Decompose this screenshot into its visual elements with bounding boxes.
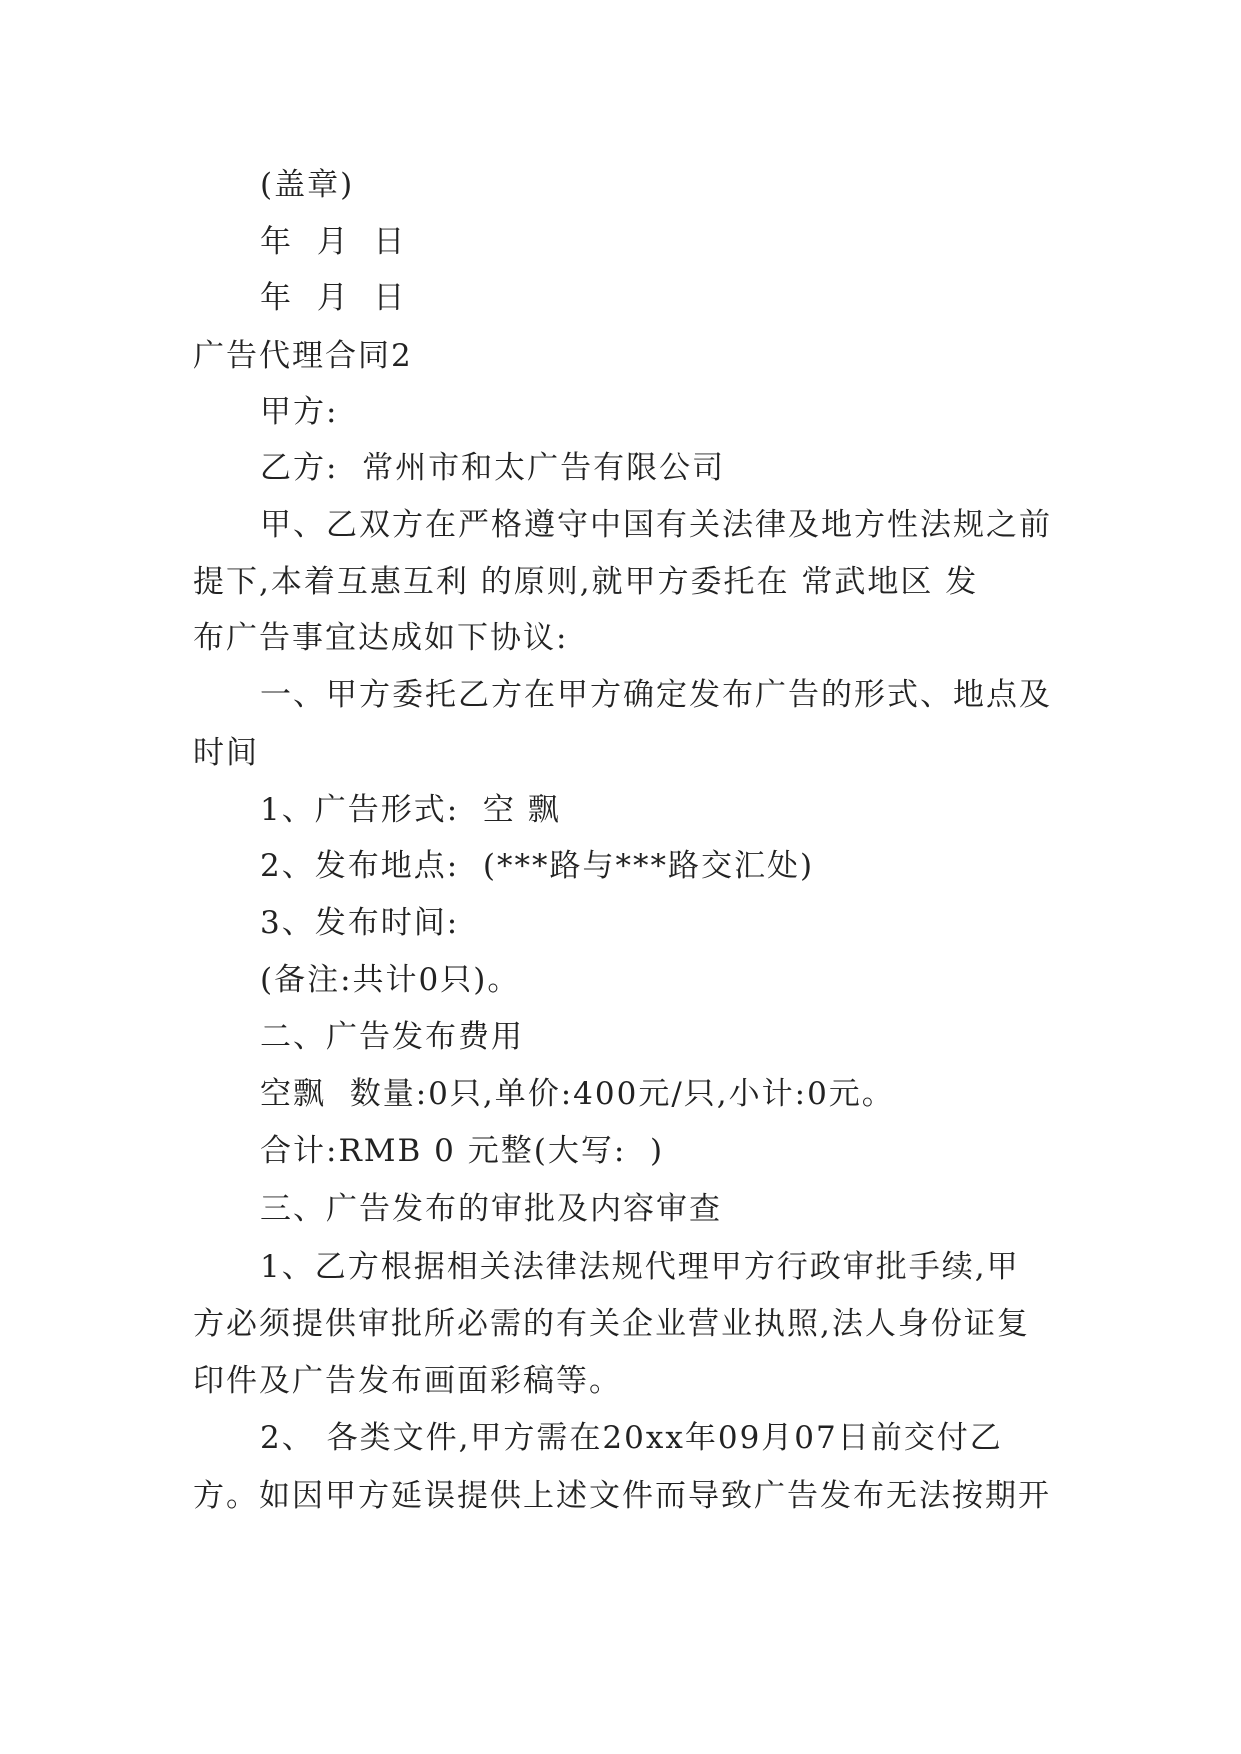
list-item: 2、发布地点: (***路与***路交汇处) <box>260 848 815 884</box>
paragraph-line: 方。如因甲方延误提供上述文件而导致广告发布无法按期开 <box>193 1478 1051 1514</box>
seal-placeholder: (盖章) <box>260 167 355 203</box>
paragraph-line: 2、 各类文件,甲方需在20xx年09月07日前交付乙 <box>260 1420 1003 1456</box>
paragraph-line: 印件及广告发布画面彩稿等。 <box>193 1363 622 1399</box>
paragraph-line: 甲、乙双方在严格遵守中国有关法律及地方性法规之前 <box>260 507 1052 543</box>
paragraph-line: 方必须提供审批所必需的有关企业营业执照,法人身份证复 <box>193 1306 1030 1342</box>
fee-line: 空飘 数量:0只,单价:400元/只,小计:0元。 <box>260 1076 895 1112</box>
paragraph-line: 提下,本着互惠互利 的原则,就甲方委托在 常武地区 发 <box>193 564 979 600</box>
section-heading-continued: 时间 <box>193 735 259 771</box>
section-heading: 一、甲方委托乙方在甲方确定发布广告的形式、地点及 <box>260 677 1052 713</box>
contract-title: 广告代理合同2 <box>193 338 413 374</box>
list-item: 3、发布时间: <box>260 905 460 941</box>
section-heading: 三、广告发布的审批及内容审查 <box>260 1191 722 1227</box>
paragraph-line: 1、乙方根据相关法律法规代理甲方行政审批手续,甲 <box>260 1249 1020 1285</box>
list-item: 1、广告形式: 空 飘 <box>260 792 561 828</box>
section-heading: 二、广告发布费用 <box>260 1019 524 1055</box>
note-line: (备注:共计0只)。 <box>260 962 521 998</box>
paragraph-line: 布广告事宜达成如下协议: <box>193 620 569 656</box>
date-line: 年 月 日 <box>260 280 407 316</box>
total-line: 合计:RMB 0 元整(大写: ) <box>260 1133 665 1169</box>
date-line: 年 月 日 <box>260 224 407 260</box>
party-a-line: 甲方: <box>260 394 339 430</box>
party-b-line: 乙方: 常州市和太广告有限公司 <box>260 450 726 486</box>
